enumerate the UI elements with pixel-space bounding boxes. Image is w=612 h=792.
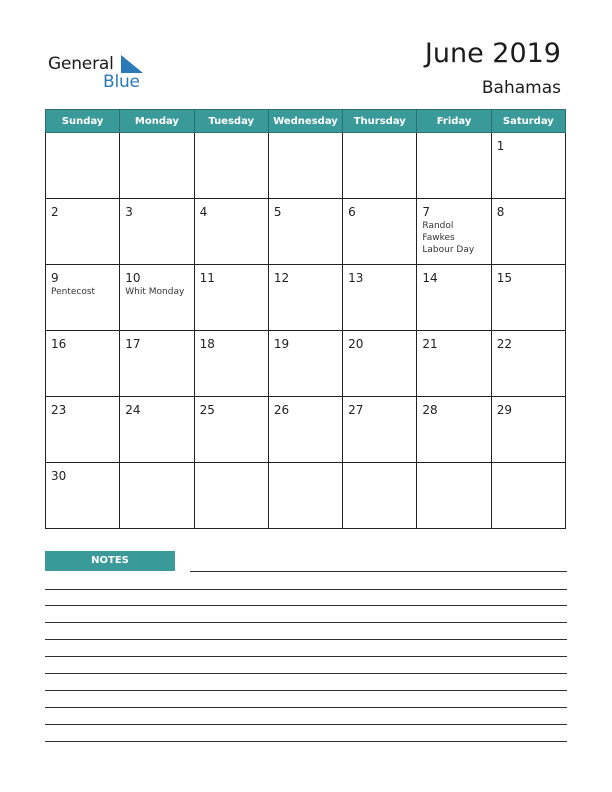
note-line (45, 707, 567, 708)
day-number: 2 (51, 205, 59, 219)
day-number: 22 (496, 337, 512, 351)
holiday-label: Randol Fawkes Labour Day (422, 221, 475, 255)
calendar-grid (45, 109, 566, 529)
note-line (45, 639, 567, 640)
calendar-week-row (46, 331, 566, 397)
day-number: 17 (125, 337, 141, 351)
calendar-day-cell (46, 133, 120, 199)
day-number: 3 (125, 205, 133, 219)
day-number: 6 (348, 205, 356, 219)
calendar-day-cell (491, 331, 565, 397)
calendar-day-cell (343, 133, 417, 199)
calendar-week-row (46, 199, 566, 265)
note-line (45, 605, 567, 606)
general-blue-logo (48, 52, 158, 92)
calendar-day-cell (491, 199, 565, 265)
calendar-day-cell (194, 199, 268, 265)
day-number: 19 (273, 337, 290, 351)
calendar-day-cell (417, 397, 491, 463)
weekday-header-sunday: Sunday (46, 110, 120, 133)
note-line (45, 724, 567, 725)
note-line (190, 571, 567, 572)
calendar-day-cell (120, 397, 194, 463)
day-number: 8 (496, 205, 505, 219)
day-number: 9 (51, 271, 59, 285)
calendar-day-cell (491, 265, 565, 331)
note-line (45, 690, 567, 691)
calendar-day-cell (417, 331, 491, 397)
triangle-flag-icon (121, 55, 143, 73)
day-number: 18 (199, 337, 215, 351)
calendar-day-cell (417, 463, 491, 529)
calendar-week-row (46, 397, 566, 463)
calendar-day-cell (268, 133, 342, 199)
calendar-body (46, 133, 566, 529)
note-line (45, 589, 567, 590)
calendar-day-cell (120, 463, 194, 529)
calendar-day-cell (120, 331, 194, 397)
calendar-week-row (46, 463, 566, 529)
calendar-day-cell (194, 463, 268, 529)
notes-label: NOTES (45, 551, 175, 571)
calendar-week-row (46, 133, 566, 199)
country-name: Bahamas (481, 78, 561, 98)
day-number: 29 (496, 403, 512, 417)
day-number: 16 (51, 337, 67, 351)
weekday-header-thursday: Thursday (343, 110, 417, 133)
calendar-day-cell (120, 265, 194, 331)
calendar-day-cell (194, 397, 268, 463)
weekday-header-tuesday: Tuesday (194, 110, 268, 133)
note-line (45, 741, 567, 742)
weekday-header-saturday: Saturday (491, 110, 565, 133)
calendar-day-cell (343, 265, 417, 331)
weekday-header-row (46, 110, 566, 133)
day-number: 11 (199, 271, 215, 285)
calendar-day-cell (120, 199, 194, 265)
calendar-day-cell (194, 331, 268, 397)
calendar-day-cell (417, 199, 491, 265)
day-number: 27 (348, 403, 364, 417)
calendar-day-cell (194, 265, 268, 331)
day-number: 20 (348, 337, 364, 351)
day-number: 26 (273, 403, 290, 417)
note-line (45, 622, 567, 623)
day-number: 25 (199, 403, 215, 417)
calendar-day-cell (343, 199, 417, 265)
day-number: 4 (199, 205, 208, 219)
calendar-day-cell (268, 397, 342, 463)
calendar-day-cell (46, 199, 120, 265)
day-number: 10 (125, 271, 141, 285)
calendar-day-cell (46, 331, 120, 397)
calendar-day-cell (46, 463, 120, 529)
calendar-day-cell (491, 397, 565, 463)
day-number: 12 (273, 271, 290, 285)
calendar-day-cell (491, 463, 565, 529)
note-line (45, 656, 567, 657)
weekday-header-wednesday: Wednesday (268, 110, 342, 133)
day-number: 15 (496, 271, 512, 285)
calendar-day-cell (268, 331, 342, 397)
calendar-day-cell (46, 397, 120, 463)
page-title: June 2019 (424, 38, 561, 69)
day-number: 28 (422, 403, 438, 417)
calendar-week-row (46, 265, 566, 331)
calendar-day-cell (194, 133, 268, 199)
weekday-header-friday: Friday (417, 110, 491, 133)
holiday-label: Whit Monday (125, 287, 185, 297)
calendar-day-cell (343, 331, 417, 397)
calendar-day-cell (417, 265, 491, 331)
calendar-day-cell (120, 133, 194, 199)
day-number: 21 (422, 337, 438, 351)
holiday-label: Pentecost (51, 287, 96, 297)
calendar-day-cell (268, 265, 342, 331)
calendar-day-cell (491, 133, 565, 199)
day-number: 14 (422, 271, 438, 285)
calendar-day-cell (417, 133, 491, 199)
note-line (45, 673, 567, 674)
calendar-day-cell (268, 463, 342, 529)
calendar-day-cell (46, 265, 120, 331)
day-number: 5 (273, 205, 282, 219)
day-number: 30 (51, 469, 67, 483)
logo-text-general: General (48, 54, 114, 74)
day-number: 7 (422, 205, 431, 219)
day-number: 24 (125, 403, 141, 417)
calendar-day-cell (343, 397, 417, 463)
weekday-header-monday: Monday (120, 110, 194, 133)
calendar-day-cell (268, 199, 342, 265)
logo-text-blue: Blue (103, 72, 140, 92)
day-number: 13 (348, 271, 364, 285)
calendar-day-cell (343, 463, 417, 529)
day-number: 23 (51, 403, 67, 417)
day-number: 1 (496, 139, 505, 153)
